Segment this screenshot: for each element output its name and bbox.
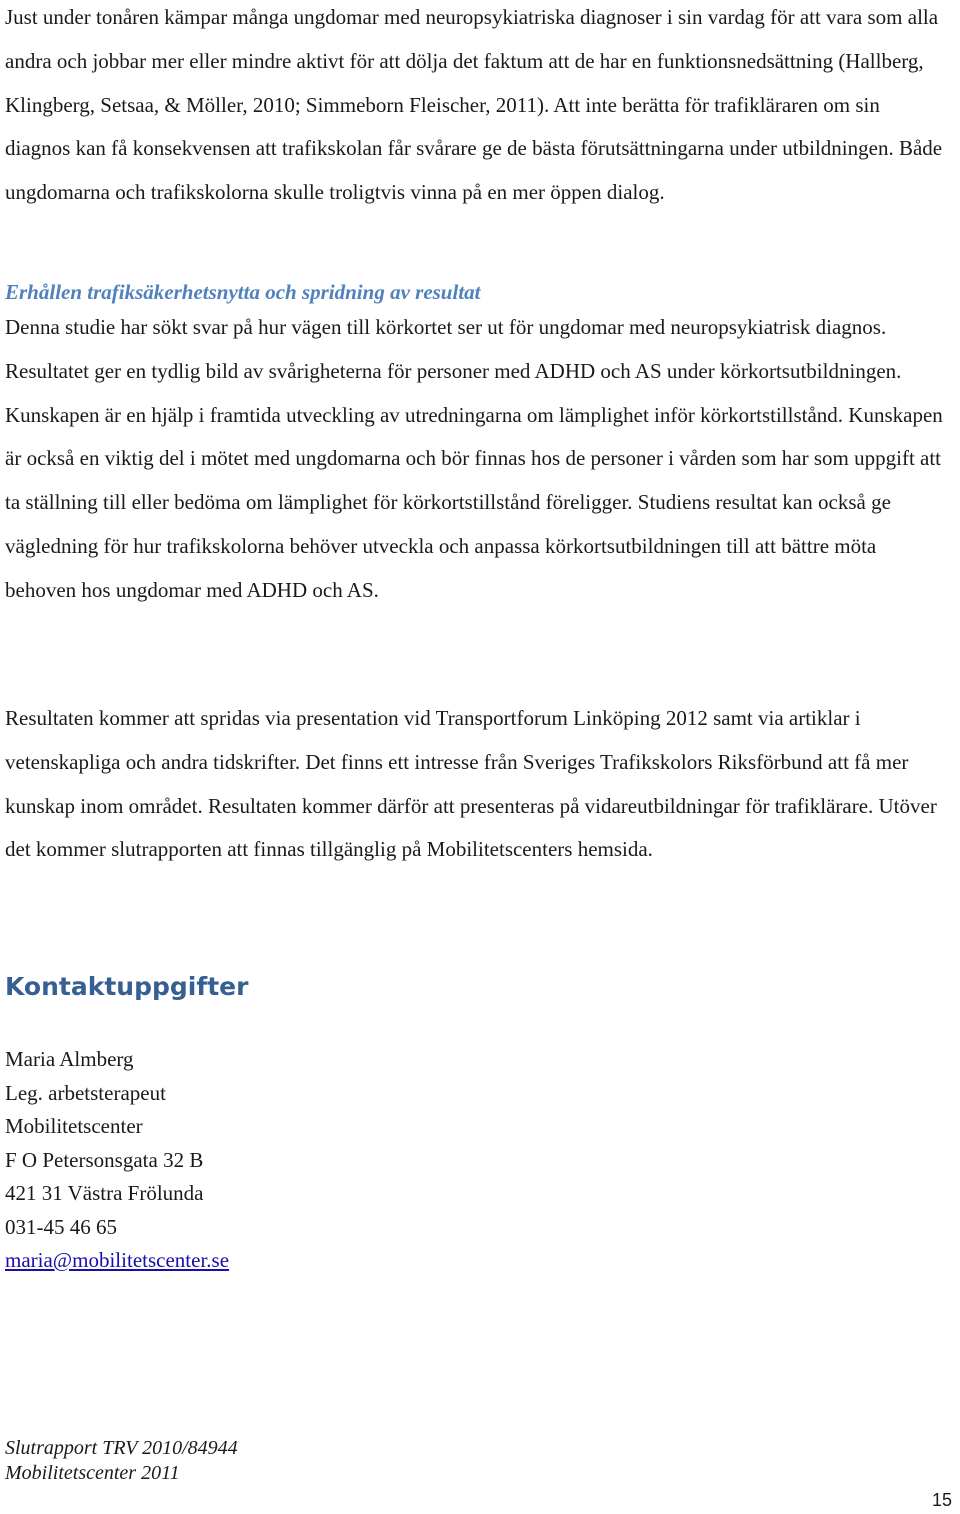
- contact-postal: 421 31 Västra Frölunda: [5, 1181, 204, 1205]
- body-paragraph-2: Denna studie har sökt svar på hur vägen till körkortet ser ut för ungdomar med neuropsykiatrisk diagnos. Resultatet ger en tydlig bild av svårigheterna för personer med ADHD och AS under körkortsutbildningen. Kunskapen är en hjälp i framtida utveckling av utredningarna om lämplighet inför körkortstillstånd. Kunskapen är också en viktig del i mötet med ungdomarna och bör finnas hos de personer i vården som har som uppgift att ta ställning till eller bedöma om lämplighet för körkortstillstånd föreligger. Studiens resultat kan också ge vägledning för hur trafikskolorna behöver utveckla och anpassa körkortsutbildningen till att bättre möta behoven hos ungdomar med ADHD och AS.: [5, 315, 943, 602]
- contact-email-link[interactable]: maria@mobilitetscenter.se: [5, 1248, 230, 1272]
- contact-block: [5, 1043, 229, 1278]
- footer-organization: Mobilitetscenter 2011: [5, 1462, 180, 1484]
- page-number: 15: [931, 1490, 952, 1510]
- body-paragraph-1: Just under tonåren kämpar många ungdomar med neuropsykiatriska diagnoser i sin vardag för att vara som alla andra och jobbar mer eller mindre aktivt för att dölja det faktum att de har en funktionsnedsättning (Hallberg, Klingberg, Setsaa, & Möller, 2010; Simmeborn Fleischer, 2011). Att inte berätta för trafikläraren om sin diagnos kan få konsekvensen att trafikskolan får svårare ge de bästa förutsättningarna under utbildningen. Både ungdomarna och trafikskolorna skulle troligtvis vinna på en mer öppen dialog.: [5, 5, 943, 205]
- footer-report-id: Slutrapport TRV 2010/84944: [5, 1437, 238, 1459]
- contact-organization: Mobilitetscenter: [5, 1114, 143, 1138]
- contact-title: Leg. arbetsterapeut: [5, 1080, 166, 1105]
- contact-street: F O Petersonsgata 32 B: [5, 1147, 204, 1172]
- section-heading: Erhållen trafiksäkerhetsnytta och spridning av resultat: [5, 280, 481, 304]
- contact-heading: Kontaktuppgifter: [5, 972, 249, 1001]
- contact-name: Maria Almberg: [5, 1047, 134, 1071]
- contact-phone: 031-45 46 65: [5, 1214, 117, 1239]
- body-paragraph-3: Resultaten kommer att spridas via presentation vid Transportforum Linköping 2012 samt via artiklar i vetenskapliga och andra tidskrifter. Det finns ett intresse från Sveriges Trafikskolors Riksförbund att få mer kunskap inom området. Resultaten kommer därför att presenteras på vidareutbildningar för trafiklärare. Utöver det kommer slutrapporten att finnas tillgänglig på Mobilitetscenters hemsida.: [5, 706, 937, 862]
- page-footer: [5, 1436, 238, 1486]
